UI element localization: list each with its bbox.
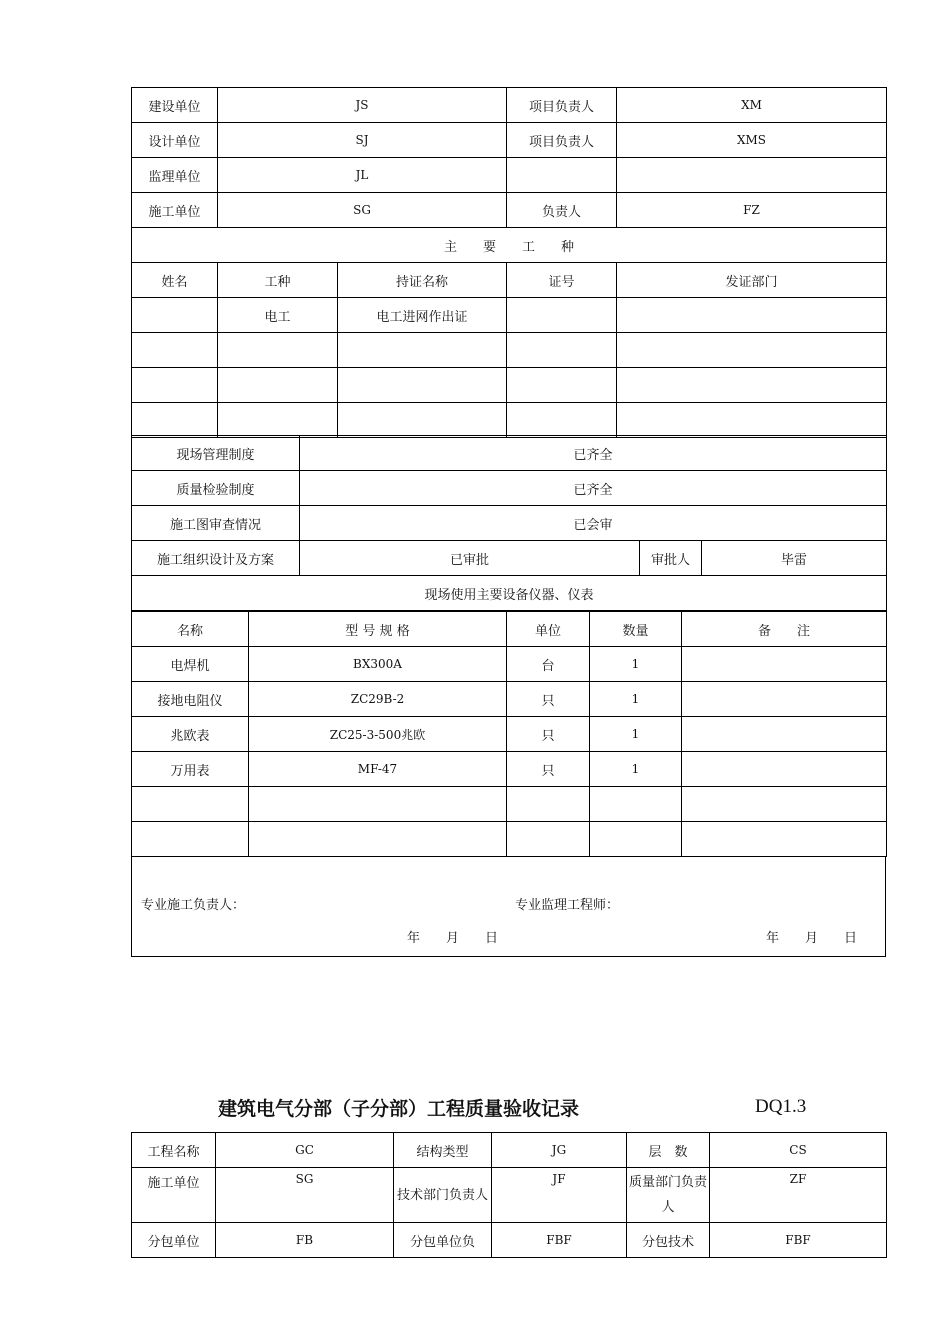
label-responsible: 负责人 (507, 193, 617, 228)
header-unit: 单位 (507, 612, 590, 647)
label-site-management: 现场管理制度 (132, 436, 300, 471)
table-header-row (132, 612, 887, 647)
label-quality-inspection: 质量检验制度 (132, 471, 300, 506)
cell-equip-name: 万用表 (132, 752, 249, 787)
value-contractor: SG (216, 1168, 394, 1223)
label-drawing-review: 施工图审查情况 (132, 506, 300, 541)
cell-equip-name: 接地电阻仪 (132, 682, 249, 717)
equipment-table (131, 611, 887, 857)
cell-cert: 电工进网作出证 (338, 298, 507, 333)
cell-remark (682, 752, 887, 787)
label-structure-type: 结构类型 (394, 1133, 492, 1168)
cell-remark (682, 717, 887, 752)
cell-issuer (617, 298, 887, 333)
table-row (132, 158, 887, 193)
label-subcontractor: 分包单位 (132, 1223, 216, 1258)
table-row (132, 403, 887, 438)
cell-cert-no (507, 298, 617, 333)
contractor-signature-label: 专业施工负责人： (141, 898, 246, 913)
cell-unit: 只 (507, 682, 590, 717)
contractor-date: 年 月 日 (407, 931, 499, 946)
value-project-name: GC (216, 1133, 394, 1168)
header-cert-no: 证号 (507, 263, 617, 298)
cell-remark (682, 647, 887, 682)
value-approver: 毕雷 (702, 541, 887, 576)
cell-qty: 1 (590, 647, 682, 682)
section-equipment-title: 现场使用主要设备仪器、仪表 (132, 576, 887, 611)
value-drawing-review: 已会审 (300, 506, 887, 541)
header-equip-name: 名称 (132, 612, 249, 647)
label-supervision-unit: 监理单位 (132, 158, 218, 193)
label-project-lead: 项目负责人 (507, 88, 617, 123)
label-approver: 审批人 (640, 541, 702, 576)
value-quality-dept-lead: ZF (710, 1168, 887, 1223)
empty-cell (617, 158, 887, 193)
header-remark: 备 注 (682, 612, 887, 647)
cell-equip-name: 兆欧表 (132, 717, 249, 752)
project-info-table (131, 87, 887, 438)
table-row (132, 193, 887, 228)
section-main-trades: 主 要 工 种 (132, 228, 887, 263)
value-site-management: 已齐全 (300, 436, 887, 471)
table-header-row (132, 263, 887, 298)
cell-equip-name: 电焊机 (132, 647, 249, 682)
table-row (132, 228, 887, 263)
table-row (132, 436, 887, 471)
label-tech-dept-lead: 技术部门负责人 (394, 1168, 492, 1223)
header-cert: 持证名称 (338, 263, 507, 298)
value-quality-inspection: 已齐全 (300, 471, 887, 506)
header-trade: 工种 (218, 263, 338, 298)
page-title: 建筑电气分部（子分部）工程质量验收记录 (218, 1098, 580, 1120)
header-issuer: 发证部门 (617, 263, 887, 298)
value-supervision-unit: JL (218, 158, 507, 193)
label-subcontractor-tech: 分包技术 (627, 1223, 710, 1258)
management-table (131, 435, 887, 611)
table-row (132, 123, 887, 158)
label-design-lead: 项目负责人 (507, 123, 617, 158)
value-design-unit: SJ (218, 123, 507, 158)
table-row (132, 647, 887, 682)
table-row (132, 333, 887, 368)
label-construction-plan: 施工组织设计及方案 (132, 541, 300, 576)
table-row (132, 787, 887, 822)
label-contractor-unit: 施工单位 (132, 193, 218, 228)
value-structure-type: JG (492, 1133, 627, 1168)
label-quality-dept-lead: 质量部门负责人 (627, 1168, 710, 1223)
table-row (132, 717, 887, 752)
value-subcontractor: FB (216, 1223, 394, 1258)
value-construction-plan: 已审批 (300, 541, 640, 576)
table-row (132, 88, 887, 123)
header-model: 型 号 规 格 (249, 612, 507, 647)
table-row (132, 1133, 887, 1168)
value-floors: CS (710, 1133, 887, 1168)
document-code: DQ1.3 (755, 1096, 807, 1117)
table-row (132, 471, 887, 506)
cell-model: MF-47 (249, 752, 507, 787)
cell-unit: 台 (507, 647, 590, 682)
empty-cell (507, 158, 617, 193)
cell-unit: 只 (507, 717, 590, 752)
label-contractor: 施工单位 (132, 1168, 216, 1223)
value-responsible: FZ (617, 193, 887, 228)
label-subcontractor-lead: 分包单位负 (394, 1223, 492, 1258)
signature-block (131, 856, 886, 957)
table-row (132, 752, 887, 787)
table-row (132, 506, 887, 541)
header-qty: 数量 (590, 612, 682, 647)
cell-name (132, 298, 218, 333)
label-project-name: 工程名称 (132, 1133, 216, 1168)
cell-model: ZC29B-2 (249, 682, 507, 717)
table-row (132, 576, 887, 611)
cell-remark (682, 682, 887, 717)
table-row (132, 1223, 887, 1258)
value-construction-unit: JS (218, 88, 507, 123)
cell-model: ZC25-3-500兆欧 (249, 717, 507, 752)
cell-qty: 1 (590, 752, 682, 787)
table-row (132, 1168, 887, 1223)
value-contractor-unit: SG (218, 193, 507, 228)
cell-trade: 电工 (218, 298, 338, 333)
value-subcontractor-tech: FBF (710, 1223, 887, 1258)
acceptance-record-table (131, 1132, 887, 1258)
table-row (132, 682, 887, 717)
table-row (132, 541, 887, 576)
table-row (132, 298, 887, 333)
cell-qty: 1 (590, 717, 682, 752)
table-row (132, 822, 887, 857)
cell-qty: 1 (590, 682, 682, 717)
header-name: 姓名 (132, 263, 218, 298)
value-design-lead: XMS (617, 123, 887, 158)
label-design-unit: 设计单位 (132, 123, 218, 158)
cell-unit: 只 (507, 752, 590, 787)
table-row (132, 368, 887, 403)
label-construction-unit: 建设单位 (132, 88, 218, 123)
value-project-lead: XM (617, 88, 887, 123)
cell-model: BX300A (249, 647, 507, 682)
supervisor-signature-label: 专业监理工程师： (515, 898, 620, 913)
supervisor-date: 年 月 日 (766, 931, 858, 946)
value-tech-dept-lead: JF (492, 1168, 627, 1223)
value-subcontractor-lead: FBF (492, 1223, 627, 1258)
label-floors: 层 数 (627, 1133, 710, 1168)
